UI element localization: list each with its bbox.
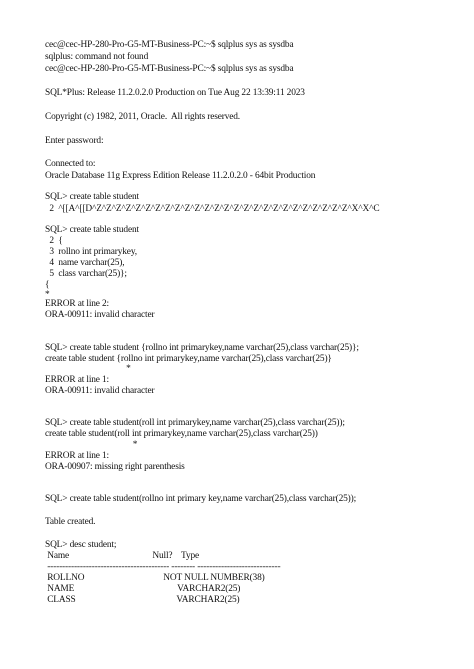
text-line: ORA-00911: invalid character — [45, 310, 155, 320]
text-line: ERROR at line 2: — [45, 299, 110, 309]
text-line: 2 ^[[A^[[D^Z^Z^Z^Z^Z^Z^Z^Z^Z^Z^Z^Z^Z^Z^Z^Z^Z^Z^Z^Z^Z^Z^Z^Z^Z^Z^X^X^C — [45, 204, 380, 214]
text-line: SQL> create table student — [45, 192, 139, 202]
text-line: 5 class varchar(25)}; — [45, 269, 127, 279]
text-line: create table student {rollno int primarykey,name varchar(25),class varchar(25)} — [45, 354, 332, 364]
text-line: ERROR at line 1: — [45, 375, 110, 385]
text-line: NAME VARCHAR2(25) — [45, 584, 241, 594]
text-line: Connected to: — [45, 159, 96, 169]
text-line: 3 rollno int primarykey, — [45, 247, 137, 257]
text-line: create table student(roll int primarykey,name varchar(25),class varchar(25)) — [45, 429, 318, 439]
text-line: sqlplus: command not found — [45, 52, 149, 62]
text-line: SQL> create table student {rollno int primarykey,name varchar(25),class varchar(25)}; — [45, 343, 359, 353]
text-line: Table created. — [45, 517, 96, 527]
text-line: CLASS VARCHAR2(25) — [45, 595, 240, 605]
text-line: SQL> create table student — [45, 225, 139, 235]
text-line: ERROR at line 1: — [45, 451, 110, 461]
text-line: { — [45, 280, 50, 290]
text-line: 2 { — [45, 236, 63, 246]
text-line: ORA-00911: invalid character — [45, 386, 155, 396]
text-line: * — [45, 290, 50, 300]
text-line: Name Null? Type — [45, 551, 200, 561]
text-line: SQL> create table student(roll int primarykey,name varchar(25),class varchar(25)); — [45, 418, 345, 428]
text-line: ----------------------------------------- -------- ---------------------------- — [45, 562, 281, 572]
text-line: SQL> create table student(rollno int primary key,name varchar(25),class varchar(25)); — [45, 494, 357, 504]
text-line: cec@cec-HP-280-Pro-G5-MT-Business-PC:~$ sqlplus sys as sysdba — [45, 64, 294, 74]
text-line: Oracle Database 11g Express Edition Release 11.2.0.2.0 - 64bit Production — [45, 171, 316, 181]
text-line: * — [45, 440, 138, 450]
text-line: Enter password: — [45, 136, 104, 146]
text-line: ROLLNO NOT NULL NUMBER(38) — [45, 573, 265, 583]
text-line: cec@cec-HP-280-Pro-G5-MT-Business-PC:~$ sqlplus sys as sysdba — [45, 40, 294, 50]
text-line: SQL*Plus: Release 11.2.0.2.0 Production on Tue Aug 22 13:39:11 2023 — [45, 88, 305, 98]
text-line: SQL> desc student; — [45, 540, 117, 550]
text-line: Copyright (c) 1982, 2011, Oracle. All rights reserved. — [45, 112, 241, 122]
text-line: 4 name varchar(25), — [45, 258, 125, 268]
text-line: * — [45, 364, 131, 374]
text-line: ORA-00907: missing right parenthesis — [45, 462, 185, 472]
